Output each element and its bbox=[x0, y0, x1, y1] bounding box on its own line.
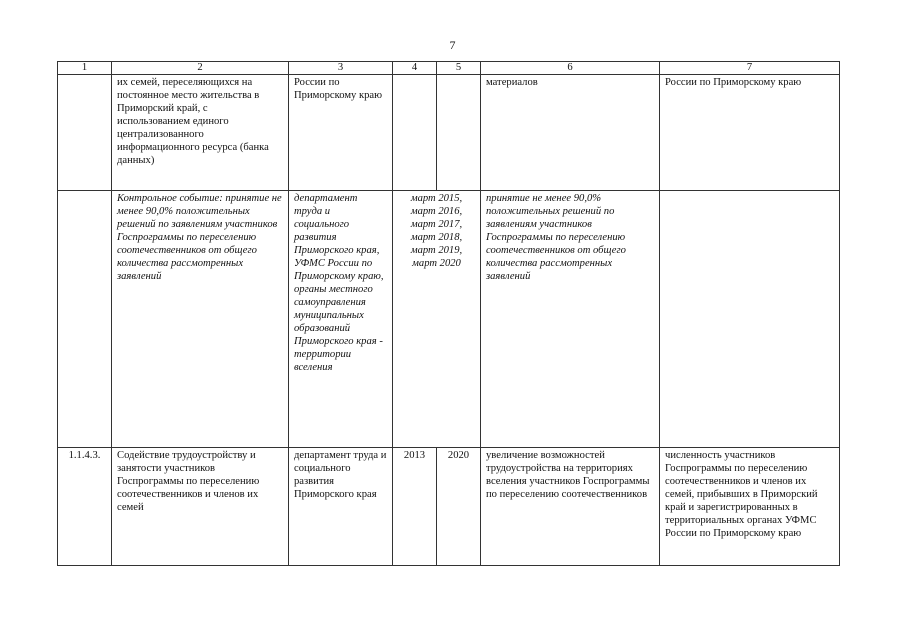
cell-number: 1.1.4.3. bbox=[58, 448, 112, 566]
header-cell: 2 bbox=[112, 62, 289, 75]
cell-executor: департамент труда и социального развития Приморского края bbox=[289, 448, 393, 566]
header-cell: 5 bbox=[437, 62, 481, 75]
cell-control-event: Контрольное событие: принятие не менее 90,0% положительных решений по заявлениям участников Госпрограммы по переселению соотечественников от общего количества рассмотренных заявлений bbox=[112, 191, 289, 448]
header-cell: 7 bbox=[660, 62, 840, 75]
cell-indicator bbox=[660, 191, 840, 448]
header-row bbox=[58, 62, 840, 75]
cell-start-year bbox=[393, 75, 437, 191]
cell-measure: Содействие трудоустройству и занятости участников Госпрограммы по переселению соотечественников и членов их семей bbox=[112, 448, 289, 566]
cell-number bbox=[58, 191, 112, 448]
cell-start-year: 2013 bbox=[393, 448, 437, 566]
page-number: 7 bbox=[449, 38, 456, 52]
table-row bbox=[58, 75, 840, 191]
cell-measure: их семей, переселяющихся на постоянное место жительства в Приморский край, с использованием единого централизованного информационного ресурса (банка данных) bbox=[112, 75, 289, 191]
cell-end-year bbox=[437, 75, 481, 191]
cell-end-year: 2020 bbox=[437, 448, 481, 566]
header-cell: 3 bbox=[289, 62, 393, 75]
header-cell: 4 bbox=[393, 62, 437, 75]
cell-executor: России по Приморскому краю bbox=[289, 75, 393, 191]
cell-result: материалов bbox=[481, 75, 660, 191]
cell-result: принятие не менее 90,0% положительных решений по заявлениям участников Госпрограммы по переселению соотечественников от общего количества рассмотренных заявлений bbox=[481, 191, 660, 448]
header-cell: 1 bbox=[58, 62, 112, 75]
cell-indicator: России по Приморскому краю bbox=[660, 75, 840, 191]
plan-table bbox=[57, 61, 840, 566]
cell-indicator: численность участников Госпрограммы по переселению соотечественников и членов их семей, прибывших в Приморский край и зарегистрированных в территориальных органах УФМС России по Приморскому краю bbox=[660, 448, 840, 566]
cell-number bbox=[58, 75, 112, 191]
cell-executor: департамент труда и социального развития Приморского края, УФМС России по Приморскому краю, органы местного самоуправления муниципальных образований Приморского края - территории вселения bbox=[289, 191, 393, 448]
table-row bbox=[58, 191, 840, 448]
cell-deadlines: март 2015, март 2016, март 2017, март 2018, март 2019, март 2020 bbox=[393, 191, 481, 448]
header-cell: 6 bbox=[481, 62, 660, 75]
table-row bbox=[58, 448, 840, 566]
cell-result: увеличение возможностей трудоустройства на территориях вселения участников Госпрограммы по переселению соотечественников bbox=[481, 448, 660, 566]
